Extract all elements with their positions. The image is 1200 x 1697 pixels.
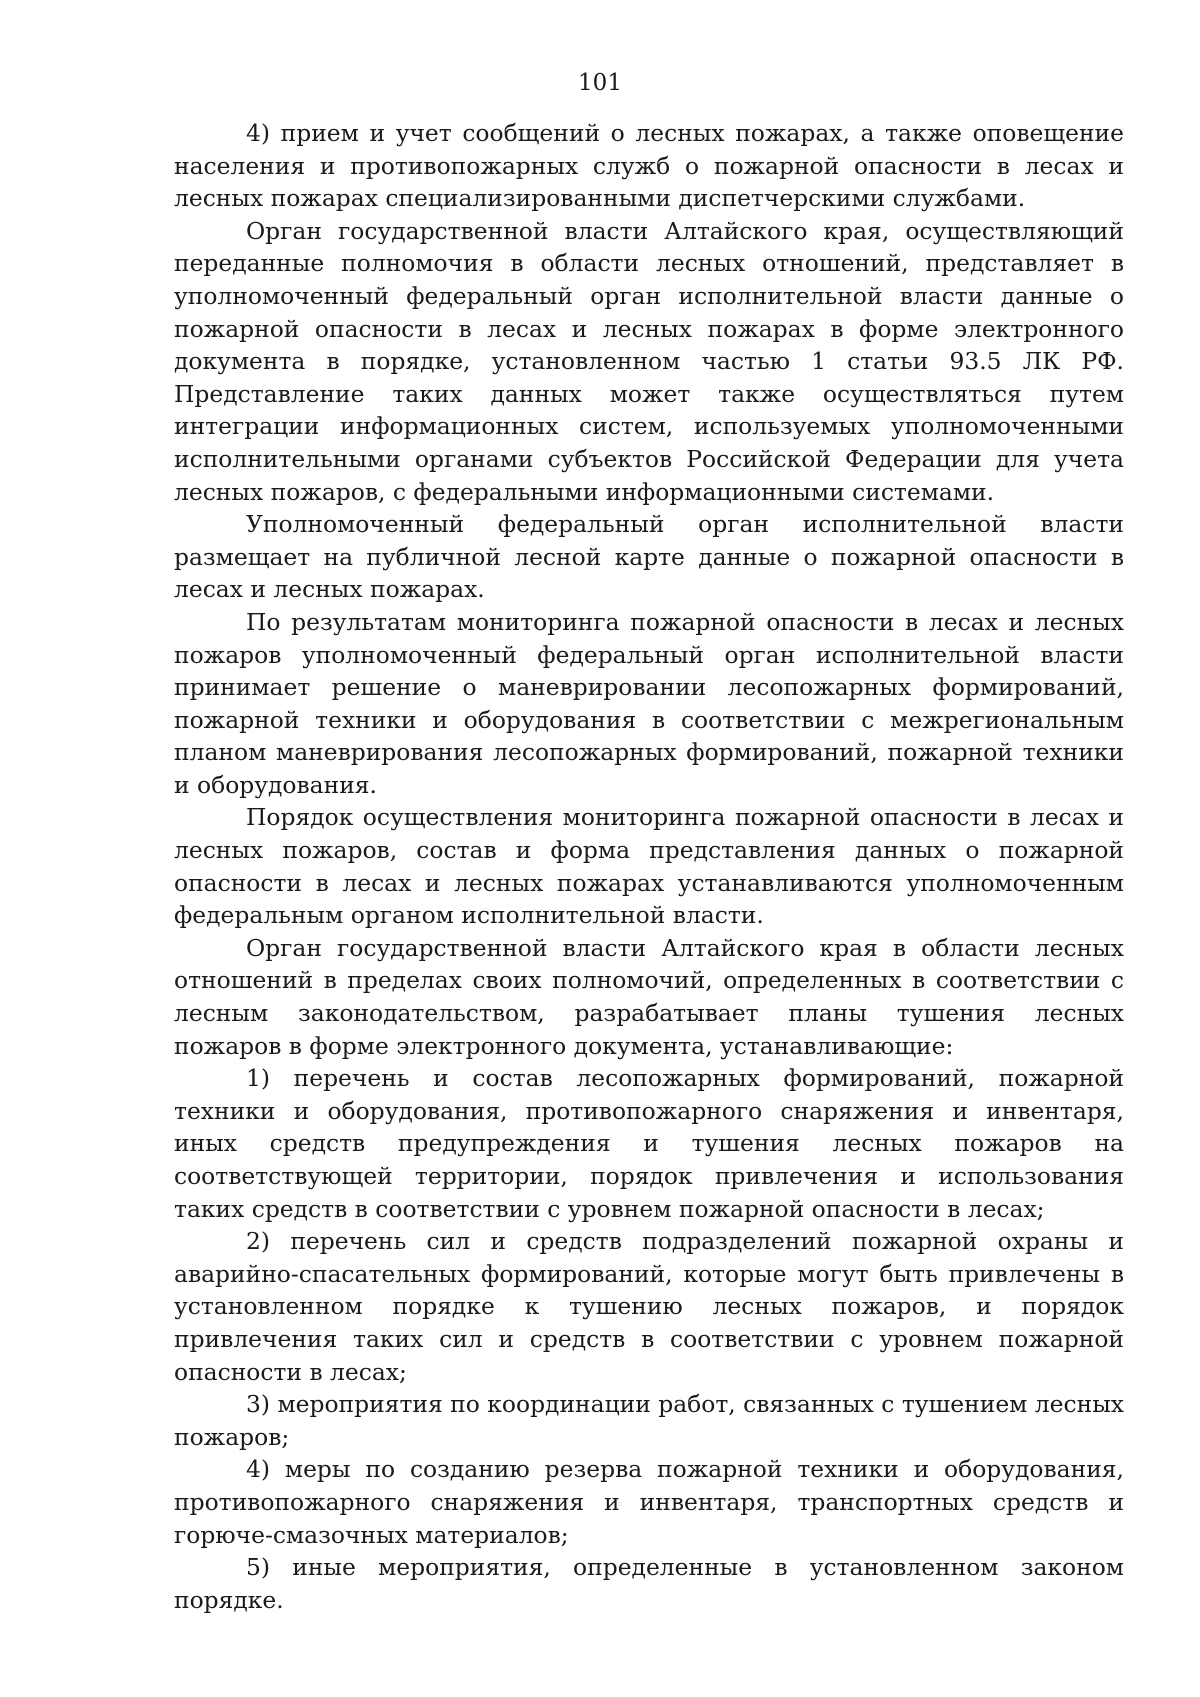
list-item-2: 2) перечень сил и средств подразделений пожарной охраны и аварийно-спасательных формирований, которые могут быть привлечены в установленном порядке к тушению лесных пожаров, и порядок привлечения таких сил и средств в соответствии с уровнем пожарной опасности в лесах; bbox=[174, 1227, 1124, 1386]
list-item-1: 1) перечень и состав лесопожарных формирований, пожарной техники и оборудования, противопожарного снаряжения и инвентаря, иных средств предупреждения и тушения лесных пожаров на соответствующей территории, порядок привлечения и использования таких средств в соответствии с уровнем пожарной опасности в лесах; bbox=[174, 1064, 1124, 1223]
page-number: 101 bbox=[578, 70, 622, 96]
list-item-3: 3) мероприятия по координации работ, связанных с тушением лесных пожаров; bbox=[174, 1390, 1124, 1451]
paragraph-item-4-reporting: 4) прием и учет сообщений о лесных пожарах, а также оповещение населения и противопожарных служб о пожарной опасности в лесах и лесных пожарах специализированными диспетчерскими службами. bbox=[174, 119, 1124, 213]
paragraph-monitoring-procedure: Порядок осуществления мониторинга пожарной опасности в лесах и лесных пожаров, состав и форма представления данных о пожарной опасности в лесах и лесных пожарах устанавливаются уполномоченным федеральным органом исполнительной власти. bbox=[174, 803, 1124, 930]
paragraph-monitoring-results: По результатам мониторинга пожарной опасности в лесах и лесных пожаров уполномоченный федеральный орган исполнительной власти принимает решение о маневрировании лесопожарных формирований, пожарной техники и оборудования в соответствии с межрегиональным планом маневрирования лесопожарных формирований, пожарной техники и оборудования. bbox=[174, 607, 1124, 799]
paragraph-data-submission: Орган государственной власти Алтайского края, осуществляющий переданные полномочия в области лесных отношений, представляет в уполномоченный федеральный орган исполнительной власти данные о пожарной опасности в лесах и лесных пожарах в форме электронного документа в порядке, установленном частью 1 статьи 93.5 ЛК РФ. Представление таких данных может также осуществляться путем интеграции информационных систем, используемых уполномоченными исполнительными органами субъектов Российской Федерации для учета лесных пожаров, с федеральными информационными системами. bbox=[174, 216, 1124, 506]
list-item-5: 5) иные мероприятия, определенные в установленном законом порядке. bbox=[174, 1553, 1124, 1614]
paragraph-public-forest-map: Уполномоченный федеральный орган исполнительной власти размещает на публичной лесной карте данные о пожарной опасности в лесах и лесных пожарах. bbox=[174, 510, 1124, 604]
body-text bbox=[174, 117, 1124, 1616]
paragraph-firefighting-plans: Орган государственной власти Алтайского края в области лесных отношений в пределах своих полномочий, определенных в соответствии с лесным законодательством, разрабатывает планы тушения лесных пожаров в форме электронного документа, устанавливающие: bbox=[174, 933, 1124, 1060]
list-item-4: 4) меры по созданию резерва пожарной техники и оборудования, противопожарного снаряжения и инвентаря, транспортных средств и горюче-смазочных материалов; bbox=[174, 1455, 1124, 1549]
